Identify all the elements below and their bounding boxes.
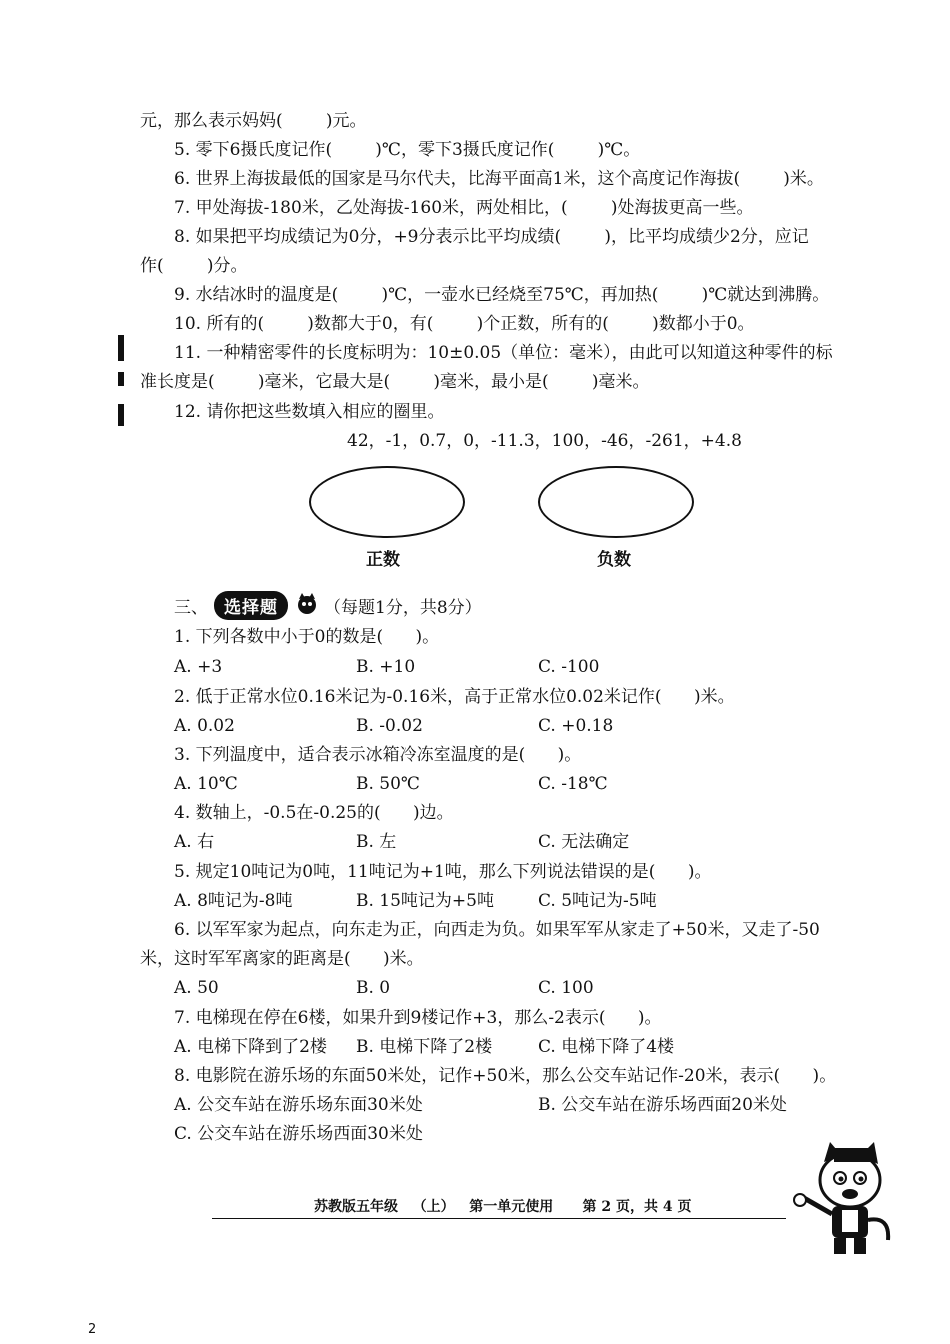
mc-option: C. 100: [538, 978, 594, 998]
positive-label: 正数: [366, 550, 400, 570]
question-7: 7. 甲处海拔-180米，乙处海拔-160米，两处相比，( )处海拔更高一些。: [174, 198, 754, 218]
mc-option: A. 50: [174, 978, 219, 998]
mc-option: C. 5吨记为-5吨: [538, 891, 657, 911]
mc-option: A. 0.02: [174, 716, 235, 736]
question-8-continued: 作( )分。: [140, 256, 248, 276]
mc-question-1: 1. 下列各数中小于0的数是( )。: [174, 627, 440, 647]
mc-question-5: 5. 规定10吨记为0吨，11吨记为+1吨，那么下列说法错误的是( )。: [174, 862, 712, 882]
question-9: 9. 水结冰时的温度是( )℃，一壶水已经烧至75℃，再加热( )℃就达到沸腾。: [174, 285, 830, 305]
numbers-list: 42，-1，0.7，0，-11.3，100，-46，-261，+4.8: [347, 431, 742, 451]
mc-option: B. 50℃: [356, 774, 420, 794]
mc-option: A. 8吨记为-8吨: [174, 891, 293, 911]
section-note: （每题1分，共8分）: [324, 597, 482, 618]
mc-option: B. 15吨记为+5吨: [356, 891, 494, 911]
section-number: 三、: [174, 597, 208, 618]
question-12: 12. 请你把这些数填入相应的圈里。: [174, 402, 445, 422]
mc-option: C. 无法确定: [538, 832, 630, 852]
mc-option: C. 公交车站在游乐场西面30米处: [174, 1124, 423, 1144]
mc-question-8: 8. 电影院在游乐场的东面50米处，记作+50米，那么公交车站记作-20米，表示( )。: [174, 1066, 837, 1086]
mc-option: C. -18℃: [538, 774, 608, 794]
negative-label: 负数: [597, 550, 631, 570]
mc-option: B. 电梯下降了2楼: [356, 1037, 493, 1057]
cat-mascot-icon: [294, 593, 320, 617]
question-5: 5. 零下6摄氏度记作( )℃，零下3摄氏度记作( )℃。: [174, 140, 641, 160]
mc-option: A. 电梯下降到了2楼: [174, 1037, 327, 1057]
question-6: 6. 世界上海拔最低的国家是马尔代夫，比海平面高1米，这个高度记作海拔( )米。: [174, 169, 824, 189]
mc-option: C. 电梯下降了4楼: [538, 1037, 675, 1057]
negative-oval: [538, 466, 694, 538]
mc-question-3: 3. 下列温度中，适合表示冰箱冷冻室温度的是( )。: [174, 745, 582, 765]
question-11-continued: 准长度是( )毫米，它最大是( )毫米，最小是( )毫米。: [140, 372, 650, 392]
mc-option: B. 公交车站在游乐场西面20米处: [538, 1095, 787, 1115]
question-10: 10. 所有的( )数都大于0，有( )个正数，所有的( )数都小于0。: [174, 314, 755, 334]
mc-option: A. +3: [174, 657, 223, 677]
margin-binding-mark: [118, 372, 124, 386]
fill-line-continuation: 元，那么表示妈妈( )元。: [140, 111, 367, 131]
mc-question-6-continued: 米，这时军军离家的距离是( )米。: [140, 949, 424, 969]
mc-option: B. -0.02: [356, 716, 423, 736]
page-number: 2: [88, 1322, 97, 1337]
margin-binding-mark: [118, 335, 124, 361]
mc-option: A. 10℃: [174, 774, 238, 794]
question-8: 8. 如果把平均成绩记为0分，+9分表示比平均成绩( )，比平均成绩少2分，应记: [174, 227, 809, 247]
mc-question-6: 6. 以军军家为起点，向东走为正，向西走为负。如果军军从家走了+50米，又走了-50: [174, 920, 820, 940]
positive-oval: [309, 466, 465, 538]
mc-option: B. +10: [356, 657, 416, 677]
cat-mascot-icon: [790, 1140, 900, 1260]
mc-option: C. +0.18: [538, 716, 614, 736]
mc-option: A. 右: [174, 832, 215, 852]
mc-question-2: 2. 低于正常水位0.16米记为-0.16米，高于正常水位0.02米记作( )米。: [174, 687, 735, 707]
mc-option: C. -100: [538, 657, 600, 677]
section-header: [174, 590, 482, 620]
mc-question-7: 7. 电梯现在停在6楼，如果升到9楼记作+3，那么-2表示( )。: [174, 1008, 662, 1028]
section-badge: 选择题: [214, 591, 288, 620]
page-footer: 苏教版五年级 （上） 第一单元使用 第 2 页，共 4 页: [314, 1199, 692, 1215]
mc-question-4: 4. 数轴上，-0.5在-0.25的( )边。: [174, 803, 454, 823]
mc-option: B. 0: [356, 978, 391, 998]
mc-option: A. 公交车站在游乐场东面30米处: [174, 1095, 423, 1115]
mc-option: B. 左: [356, 832, 397, 852]
question-11: 11. 一种精密零件的长度标明为：10±0.05（单位：毫米），由此可以知道这种零件的标: [174, 343, 833, 363]
footer-rule: [212, 1218, 786, 1219]
margin-binding-mark: [118, 404, 124, 426]
